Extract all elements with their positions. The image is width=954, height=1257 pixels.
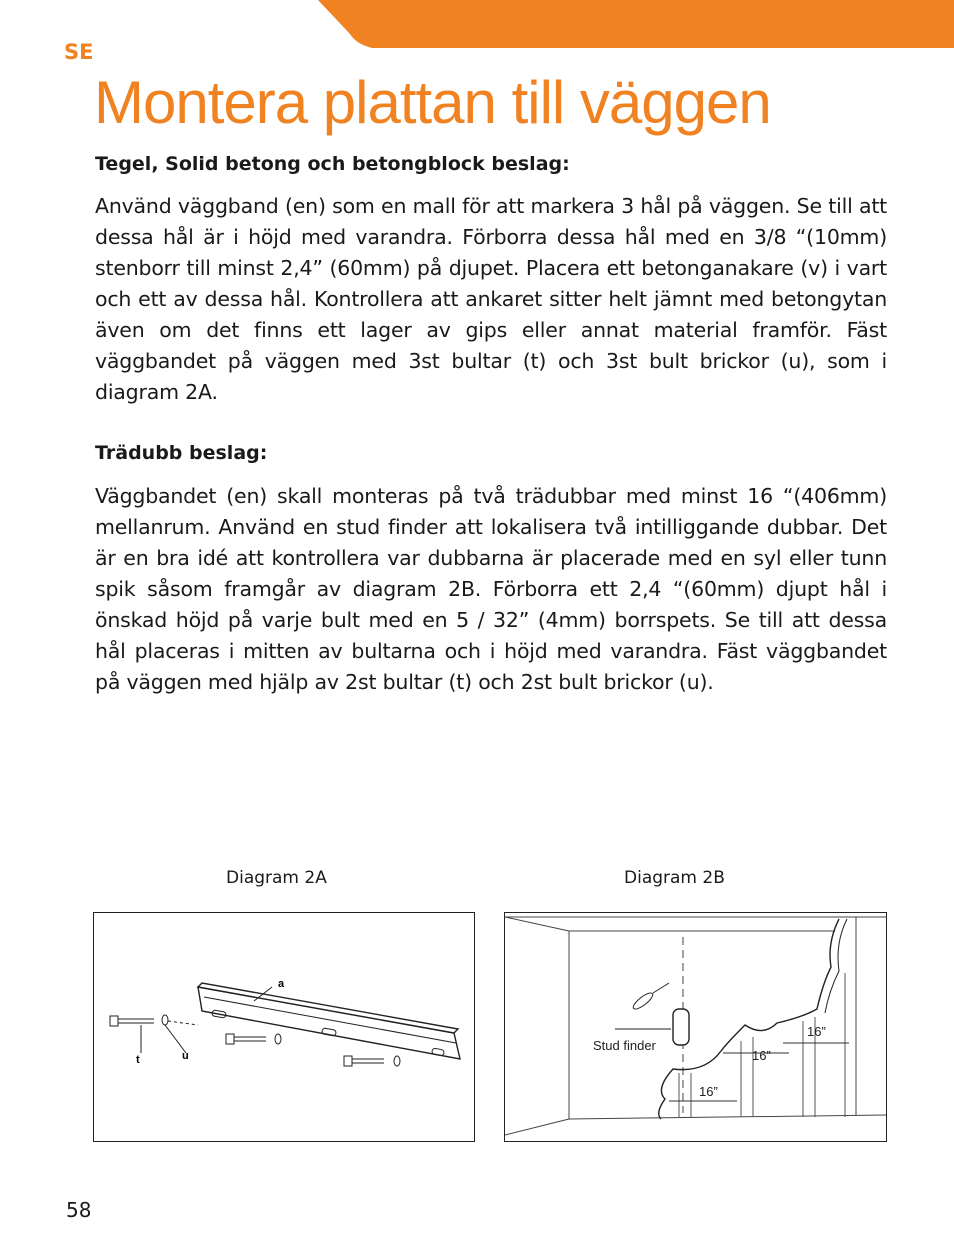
dimension-label-3: 16”: [807, 1024, 826, 1039]
page-number: 58: [66, 1198, 92, 1222]
page-title: Montera plattan till väggen: [94, 69, 771, 136]
stud-finder-label: Stud finder: [593, 1038, 656, 1053]
wall-bracket-illustration: [94, 913, 474, 1141]
section-heading-wood-stud: Trädubb beslag:: [95, 442, 268, 464]
diagram-2b-label: Diagram 2B: [624, 868, 725, 888]
section-heading-concrete: Tegel, Solid betong och betongblock beslag:: [95, 153, 570, 175]
diagram-2b: [504, 912, 887, 1142]
diagram-2a: [93, 912, 475, 1142]
callout-washer: u: [182, 1050, 189, 1062]
callout-bracket: a: [278, 978, 285, 990]
callout-bolt: t: [136, 1054, 140, 1066]
language-code: SE: [64, 40, 94, 64]
diagram-2a-label: Diagram 2A: [226, 868, 327, 888]
section-body-wood-stud: Väggbandet (en) skall monteras på två trädubbar med minst 16 “(406mm) mellanrum. Använd en stud finder att lokalisera två intilliggande dubbar. Det är en bra idé att kontrollera var dubbarna är placerade med en syl eller tunn spik såsom framgår av diagram 2B. Förborra ett 2,4 “(60mm) djupt hål i önskad höjd på varje bult med en 5 / 32” (4mm) borrspets. Se till att dessa hål placeras i mitten av bultarna och i höjd med varandra. Fäst väggbandet på väggen med hjälp av 2st bultar (t) och 2st bult brickor (u).: [95, 484, 887, 694]
section-body-concrete: Använd väggband (en) som en mall för att markera 3 hål på väggen. Se till att dessa hål är i höjd med varandra. Förborra dessa hål med en 3/8 “(10mm) stenborr till minst 2,4” (60mm) på djupet. Placera ett betonganakare (v) i vart och ett av dessa hål. Kontrollera att ankaret sitter helt jämnt med betongytan även om det finns ett lager av gips eller annat material framför. Fäst väggbandet på väggen med 3st bultar (t) och 3st bult brickor (u), som i diagram 2A.: [95, 194, 887, 404]
stud-finder-device: [673, 1009, 689, 1045]
header-tab-shape: [0, 0, 954, 48]
dimension-label-2: 16”: [752, 1048, 771, 1063]
dimension-label-1: 16”: [699, 1084, 718, 1099]
stud-wall-illustration: [505, 913, 886, 1141]
